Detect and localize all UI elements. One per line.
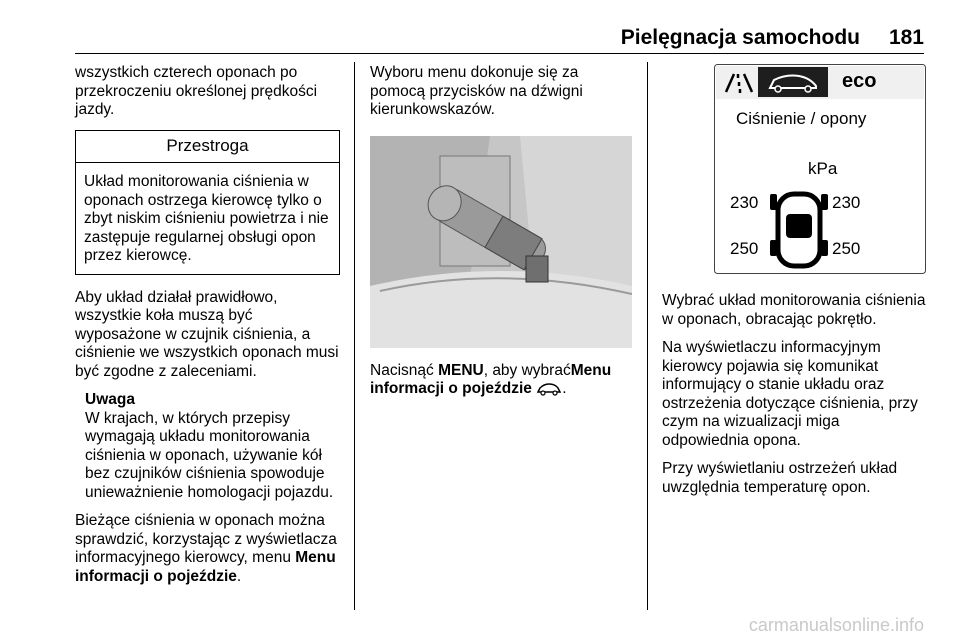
menu-name: Menu informacji o pojeździe [370, 361, 612, 397]
paragraph: Przy wyświetlaniu ostrzeżeń układ uwzględnia temperaturę opon. [662, 460, 898, 496]
caution-box [75, 130, 340, 275]
paragraph: Na wyświetlaczu informacyjnym kierowcy pojawia się komunikat informujący o stanie układu oraz ostrzeżenia dotyczące ciśnienia, przy czym na wizualizacji miga odpowiednia opona. [662, 339, 918, 449]
column-left [75, 64, 340, 596]
note-title: Uwaga [85, 391, 135, 408]
tire-pressure-display [714, 64, 926, 274]
intro-text: Wyboru menu dokonuje się za pomocą przycisków na dźwigni kierunkowskazów. [370, 64, 583, 118]
paragraph: Wybrać układ monitorowania ciśnienia w oponach, obracając pokrętło. [662, 292, 926, 328]
header-rule [75, 53, 924, 54]
front-left-pressure: 230 [730, 193, 759, 212]
column-right [662, 64, 930, 507]
menu-name: Menu informacji o pojeździe [75, 549, 336, 585]
caution-body: Układ monitorowania ciśnienia w oponach ostrzega kierowcę tylko o zbyt niskim ciśnieniu powietrza i nie zastępuje regularnej obsługi opon przez kierowcę. [84, 173, 329, 264]
column-divider-1 [354, 62, 355, 610]
text: Nacisnąć [370, 361, 439, 379]
intro-text: wszystkich czterech oponach po przekroczeniu określonej prędkości jazdy. [75, 64, 318, 118]
front-right-pressure: 230 [832, 193, 861, 212]
rear-left-pressure: 250 [730, 239, 759, 258]
paragraph: Aby układ działał prawidłowo, wszystkie koła muszą być wyposażone w czujnik ciśnienia, a ciśnienie we wszystkich oponach musi być zgodne z zaleceniami. [75, 288, 339, 380]
eco-label: eco [842, 70, 877, 92]
header-title: Pielęgnacja samochodu [620, 26, 860, 49]
note-box [75, 391, 340, 502]
turn-signal-stalk-illustration [370, 136, 632, 348]
paragraph [370, 362, 632, 399]
text: , aby wybrać [483, 361, 571, 379]
pressure-unit: kPa [808, 159, 838, 178]
display-title: Ciśnienie / opony [736, 109, 867, 128]
rear-right-pressure: 250 [832, 239, 861, 258]
text: . [562, 380, 567, 397]
page-number: 181 [888, 26, 924, 49]
text: . [236, 567, 242, 585]
text: Bieżące ciśnienia w oponach można sprawdzić, korzystając z wyświetlacza informacyjnego kierowcy, menu [75, 512, 337, 566]
caution-title: Przestroga [76, 131, 339, 164]
vehicle-info-car-icon [536, 382, 562, 396]
column-middle [370, 64, 632, 409]
menu-button-label: MENU [438, 361, 484, 379]
column-divider-2 [647, 62, 648, 610]
paragraph [75, 512, 340, 586]
stalk-photo [370, 136, 632, 348]
watermark: carmanualsonline.info [748, 615, 924, 635]
note-body: W krajach, w których przepisy wymagają układu monitorowania ciśnienia w oponach, używanie kół bez czujników ciśnienia spowoduje unieważnienie homologacji pojazdu. [85, 409, 334, 501]
